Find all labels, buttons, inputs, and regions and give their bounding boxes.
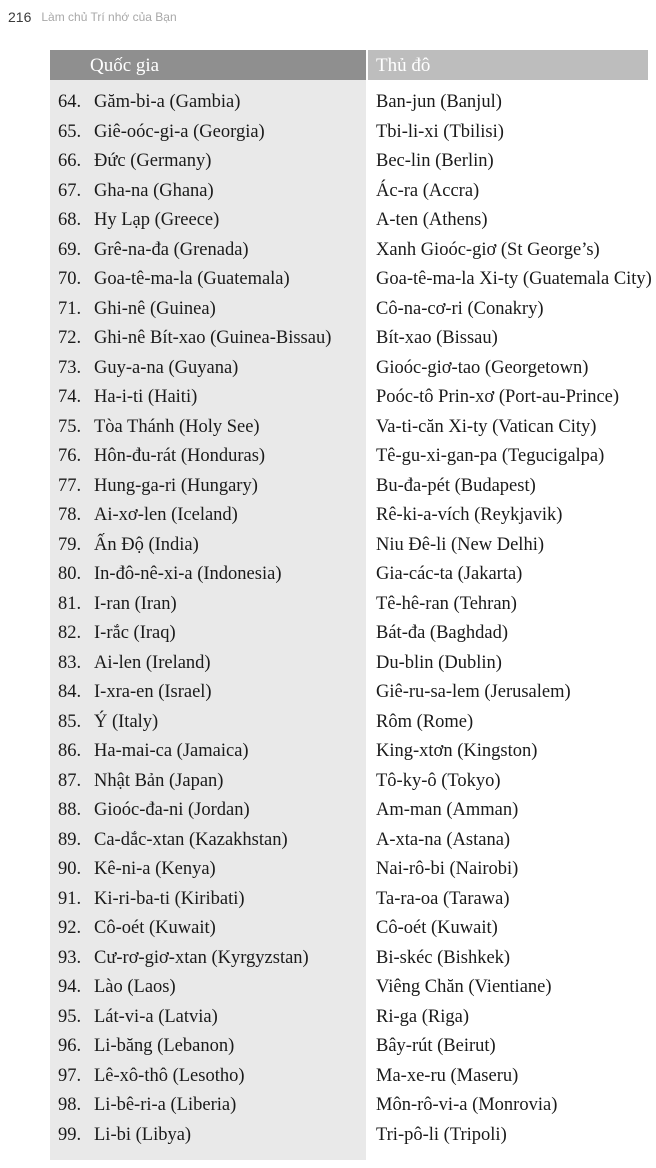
table-row-capital (368, 88, 648, 118)
table-row-capital (368, 236, 648, 266)
page-header (8, 6, 177, 28)
country-name: Nhật Bản (Japan) (94, 770, 224, 791)
capital-name: Tê-hê-ran (Tehran) (376, 593, 517, 614)
table-row-country (50, 944, 366, 974)
row-number: 99. (58, 1124, 82, 1145)
row-number: 89. (58, 829, 82, 850)
table-row-country (50, 147, 366, 177)
table-row-country (50, 265, 366, 295)
table-row-capital (368, 914, 648, 944)
capital-name: Va-ti-căn Xi-ty (Vatican City) (376, 416, 597, 437)
table-row-capital (368, 737, 648, 767)
page-number: 216 (8, 9, 32, 25)
capital-name: A-xta-na (Astana) (376, 829, 511, 850)
capital-name: Bít-xao (Bissau) (376, 328, 498, 348)
table-row-country (50, 472, 366, 502)
country-name: Gha-na (Ghana) (94, 180, 214, 201)
table-row-country (50, 206, 366, 236)
table-row-capital (368, 885, 648, 915)
capital-name: Xanh Gioóc-giơ (St George’s) (376, 239, 600, 260)
row-number: 85. (58, 711, 82, 732)
row-number: 70. (58, 269, 82, 289)
country-name: Grê-na-đa (Grenada) (94, 239, 249, 260)
table-row-country (50, 324, 366, 354)
capital-name: Ban-jun (Banjul) (376, 92, 502, 112)
capital-name: Bây-rút (Beirut) (376, 1036, 496, 1056)
country-name: Li-băng (Lebanon) (94, 1036, 235, 1056)
country-name: I-xra-en (Israel) (94, 682, 212, 702)
capital-name: Tô-ky-ô (Tokyo) (376, 770, 501, 791)
row-number: 81. (58, 593, 82, 614)
table-row-capital (368, 678, 648, 708)
country-name: In-đô-nê-xi-a (Indonesia) (94, 564, 282, 584)
row-number: 87. (58, 770, 82, 791)
country-name: I-ran (Iran) (94, 593, 177, 614)
table-row-country (50, 826, 366, 856)
row-number: 93. (58, 947, 82, 968)
capital-name: Nai-rô-bi (Nairobi) (376, 859, 519, 879)
capital-name: Tri-pô-li (Tripoli) (376, 1124, 507, 1145)
table-row-capital (368, 383, 648, 413)
row-number: 69. (58, 239, 82, 260)
table-row-capital (368, 413, 648, 443)
table-row-capital (368, 708, 648, 738)
table-row-country (50, 855, 366, 885)
country-name: I-rắc (Iraq) (94, 623, 176, 643)
capital-name: Viêng Chăn (Vientiane) (376, 977, 552, 997)
table-row-capital (368, 1091, 648, 1121)
row-number: 66. (58, 151, 82, 171)
row-number: 84. (58, 682, 82, 702)
country-name: Hôn-đu-rát (Honduras) (94, 446, 266, 466)
capital-name: Môn-rô-vi-a (Monrovia) (376, 1095, 558, 1115)
country-name: Găm-bi-a (Gambia) (94, 92, 241, 112)
table-row-country (50, 413, 366, 443)
table-row-capital (368, 944, 648, 974)
table-row-capital (368, 1003, 648, 1033)
row-number: 90. (58, 859, 82, 879)
row-number: 74. (58, 387, 82, 407)
country-column-header: Quốc gia (50, 50, 366, 80)
table-row-capital (368, 619, 648, 649)
table-row-capital (368, 118, 648, 148)
country-column (50, 50, 366, 1160)
capital-name: Rôm (Rome) (376, 711, 474, 732)
country-name: Ha-i-ti (Haiti) (94, 387, 198, 407)
table-row-country (50, 560, 366, 590)
country-name: Đức (Germany) (94, 151, 212, 171)
capital-name: King-xtơn (Kingston) (376, 741, 538, 761)
table-row-capital (368, 590, 648, 620)
table-row-capital (368, 1062, 648, 1092)
table-row-country (50, 914, 366, 944)
capital-rows (368, 88, 652, 1150)
row-number: 95. (58, 1006, 82, 1027)
table-row-country (50, 442, 366, 472)
row-number: 64. (58, 92, 82, 112)
row-number: 96. (58, 1036, 82, 1056)
country-name: Guy-a-na (Guyana) (94, 357, 239, 378)
country-name: Hy Lạp (Greece) (94, 210, 220, 230)
table-row-country (50, 619, 366, 649)
capital-column (368, 50, 652, 1160)
capital-name: Ma-xe-ru (Maseru) (376, 1065, 519, 1086)
country-name: Ấn Độ (India) (94, 534, 199, 555)
table-row-country (50, 678, 366, 708)
table-row-capital (368, 442, 648, 472)
table-row-capital (368, 206, 648, 236)
row-number: 76. (58, 446, 82, 466)
row-number: 68. (58, 210, 82, 230)
capital-name: Ác-ra (Accra) (376, 180, 480, 201)
table-row-capital (368, 767, 648, 797)
table-row-capital (368, 354, 648, 384)
table-row-country (50, 973, 366, 1003)
country-name: Lát-vi-a (Latvia) (94, 1006, 218, 1027)
row-number: 72. (58, 328, 82, 348)
country-name: Tòa Thánh (Holy See) (94, 416, 260, 437)
country-name: Li-bê-ri-a (Liberia) (94, 1095, 237, 1115)
row-number: 88. (58, 800, 82, 820)
table-row-country (50, 737, 366, 767)
country-name: Kê-ni-a (Kenya) (94, 859, 216, 879)
capital-name: Giê-ru-sa-lem (Jerusalem) (376, 682, 571, 702)
country-name: Goa-tê-ma-la (Guatemala) (94, 269, 290, 289)
table-row-capital (368, 855, 648, 885)
capital-name: Bec-lin (Berlin) (376, 151, 494, 171)
table-row-capital (368, 265, 652, 295)
table-row-country (50, 1091, 366, 1121)
country-name: Ai-xơ-len (Iceland) (94, 505, 238, 525)
capital-name: Du-blin (Dublin) (376, 652, 502, 673)
capital-name: Ta-ra-oa (Tarawa) (376, 888, 510, 909)
table-row-capital (368, 324, 648, 354)
table-row-capital (368, 472, 648, 502)
row-number: 77. (58, 475, 82, 496)
country-name: Hung-ga-ri (Hungary) (94, 475, 258, 496)
table-row-country (50, 236, 366, 266)
capital-name: Gia-các-ta (Jakarta) (376, 564, 523, 584)
capital-name: Tbi-li-xi (Tbilisi) (376, 121, 504, 142)
capital-name: Poóc-tô Prin-xơ (Port-au-Prince) (376, 387, 620, 407)
row-number: 75. (58, 416, 82, 437)
country-name: Cư-rơ-giơ-xtan (Kyrgyzstan) (94, 947, 309, 968)
capital-name: Gioóc-giơ-tao (Georgetown) (376, 357, 589, 378)
country-name: Ki-ri-ba-ti (Kiribati) (94, 888, 245, 909)
row-number: 83. (58, 652, 82, 673)
table-row-country (50, 295, 366, 325)
capital-name: Bi-skéc (Bishkek) (376, 947, 511, 968)
table-row-capital (368, 147, 648, 177)
row-number: 71. (58, 298, 82, 319)
capital-name: Niu Đê-li (New Delhi) (376, 534, 544, 555)
running-title: Làm chủ Trí nhớ của Bạn (41, 10, 177, 24)
row-number: 78. (58, 505, 82, 525)
capital-name: Ri-ga (Riga) (376, 1006, 469, 1027)
table-row-capital (368, 295, 648, 325)
table-row-country (50, 177, 366, 207)
country-name: Ý (Italy) (94, 711, 159, 732)
row-number: 91. (58, 888, 82, 909)
country-rows (50, 88, 366, 1150)
country-capital-table (50, 50, 652, 1160)
country-name: Ai-len (Ireland) (94, 652, 211, 673)
capital-name: Rê-ki-a-vích (Reykjavik) (376, 505, 563, 525)
table-row-country (50, 767, 366, 797)
table-row-country (50, 1121, 366, 1151)
table-row-country (50, 590, 366, 620)
table-row-country (50, 1003, 366, 1033)
row-number: 79. (58, 534, 82, 555)
capital-name: Cô-na-cơ-ri (Conakry) (376, 298, 544, 319)
table-row-country (50, 1032, 366, 1062)
row-number: 82. (58, 623, 82, 643)
capital-name: A-ten (Athens) (376, 210, 488, 230)
capital-column-header: Thủ đô (368, 50, 648, 80)
table-row-capital (368, 177, 648, 207)
country-name: Giê-oóc-gi-a (Georgia) (94, 121, 265, 142)
table-row-country (50, 354, 366, 384)
table-row-capital (368, 501, 648, 531)
country-name: Li-bi (Libya) (94, 1124, 192, 1145)
table-row-country (50, 708, 366, 738)
capital-name: Tê-gu-xi-gan-pa (Tegucigalpa) (376, 446, 605, 466)
table-row-capital (368, 1121, 648, 1151)
row-number: 94. (58, 977, 82, 997)
table-row-capital (368, 796, 648, 826)
table-row-capital (368, 560, 648, 590)
table-row-country (50, 885, 366, 915)
table-row-capital (368, 649, 648, 679)
country-name: Ca-dắc-xtan (Kazakhstan) (94, 829, 288, 850)
table-row-country (50, 118, 366, 148)
table-row-country (50, 1062, 366, 1092)
table-row-country (50, 88, 366, 118)
table-row-capital (368, 973, 648, 1003)
country-name: Ghi-nê Bít-xao (Guinea-Bissau) (94, 328, 332, 348)
row-number: 67. (58, 180, 82, 201)
row-number: 65. (58, 121, 82, 142)
row-number: 80. (58, 564, 82, 584)
country-name: Ha-mai-ca (Jamaica) (94, 741, 249, 761)
table-row-country (50, 501, 366, 531)
table-row-capital (368, 1032, 648, 1062)
table-row-country (50, 531, 366, 561)
row-number: 98. (58, 1095, 82, 1115)
capital-name: Am-man (Amman) (376, 800, 519, 820)
country-name: Lê-xô-thô (Lesotho) (94, 1065, 245, 1086)
country-name: Gioóc-đa-ni (Jordan) (94, 800, 250, 820)
table-row-country (50, 383, 366, 413)
country-name: Cô-oét (Kuwait) (94, 918, 216, 938)
table-row-country (50, 796, 366, 826)
row-number: 73. (58, 357, 82, 378)
country-name: Lào (Laos) (94, 977, 176, 997)
table-row-country (50, 649, 366, 679)
row-number: 92. (58, 918, 82, 938)
capital-name: Goa-tê-ma-la Xi-ty (Guatemala City) (376, 269, 652, 289)
table-row-capital (368, 826, 648, 856)
capital-name: Bát-đa (Baghdad) (376, 623, 509, 643)
row-number: 97. (58, 1065, 82, 1086)
capital-name: Bu-đa-pét (Budapest) (376, 475, 536, 496)
capital-name: Cô-oét (Kuwait) (376, 918, 498, 938)
country-name: Ghi-nê (Guinea) (94, 298, 216, 319)
table-row-capital (368, 531, 648, 561)
row-number: 86. (58, 741, 82, 761)
